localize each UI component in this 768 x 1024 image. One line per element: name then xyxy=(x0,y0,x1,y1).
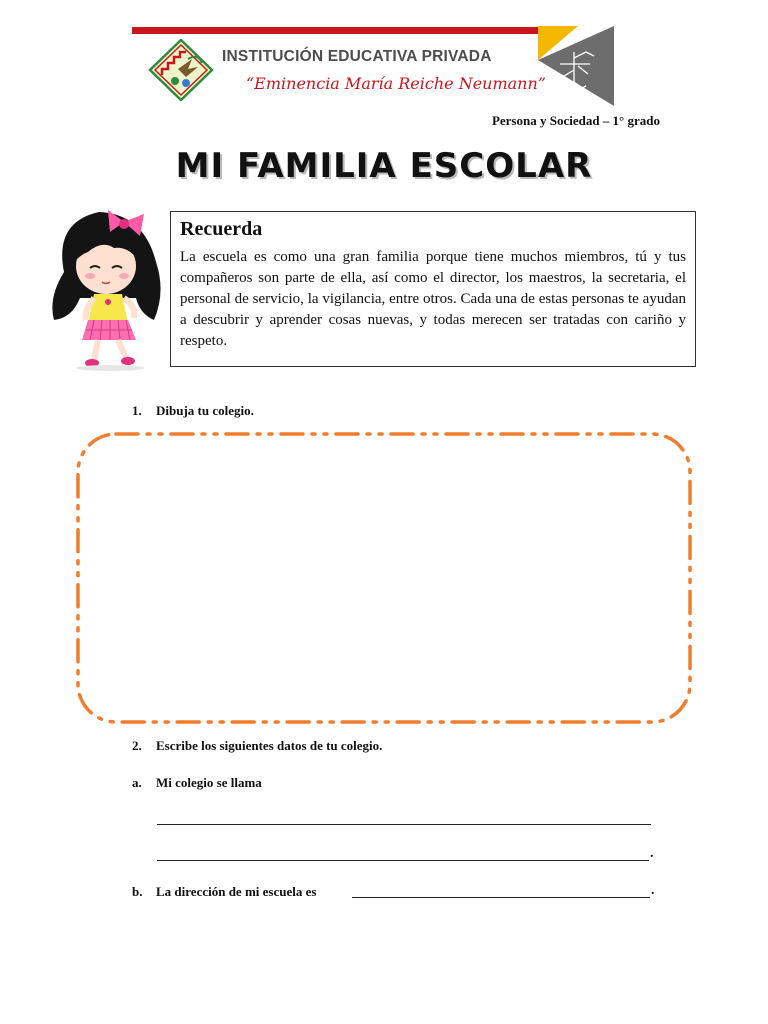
question-1-number: 1. xyxy=(132,403,142,418)
question-1-text: Dibuja tu colegio. xyxy=(156,403,254,418)
question-2-text: Escribe los siguientes datos de tu colegio. xyxy=(156,738,383,753)
question-b-text: La dirección de mi escuela es xyxy=(156,884,317,899)
question-1 xyxy=(132,403,254,419)
recuerda-text: La escuela es como una gran familia porque tiene muchos miembros, tú y tus compañeros son parte de ella, así como el director, los maestros, la secretaria, el personal de servicio, la vigilancia, entre otros. Cada una de estas personas te ayudan a descubrir y aprender cosas nuevas, y todas merecen ser tratadas con cariño y respeto. xyxy=(180,249,686,349)
drawing-area-border xyxy=(78,434,690,722)
drawing-area-frame[interactable] xyxy=(74,430,694,726)
answer-line-a-period: . xyxy=(650,846,654,861)
answer-line-b-period: . xyxy=(651,883,655,898)
answer-line-a-2[interactable] xyxy=(157,860,649,861)
answer-line-a-1[interactable] xyxy=(157,824,651,825)
recuerda-heading: Recuerda xyxy=(180,218,263,240)
page-title: MI FAMILIA ESCOLAR xyxy=(175,146,593,186)
question-a xyxy=(132,775,262,791)
question-2-number: 2. xyxy=(132,738,142,753)
question-2 xyxy=(132,738,382,754)
header-red-bar xyxy=(132,27,542,34)
institution-name: INSTITUCIÓN EDUCATIVA PRIVADA xyxy=(222,48,492,65)
school-logo-icon xyxy=(148,39,214,101)
recuerda-box xyxy=(170,211,696,367)
answer-line-b[interactable] xyxy=(352,897,650,898)
question-b xyxy=(132,884,316,900)
question-a-letter: a. xyxy=(132,775,142,790)
nazca-bird-icon xyxy=(538,26,614,106)
institution-motto: “Eminencia María Reiche Neumann” xyxy=(246,74,546,93)
question-a-text: Mi colegio se llama xyxy=(156,775,262,790)
question-b-letter: b. xyxy=(132,884,143,899)
subject-grade-label: Persona y Sociedad – 1° grado xyxy=(491,113,660,128)
girl-illustration xyxy=(44,202,174,372)
